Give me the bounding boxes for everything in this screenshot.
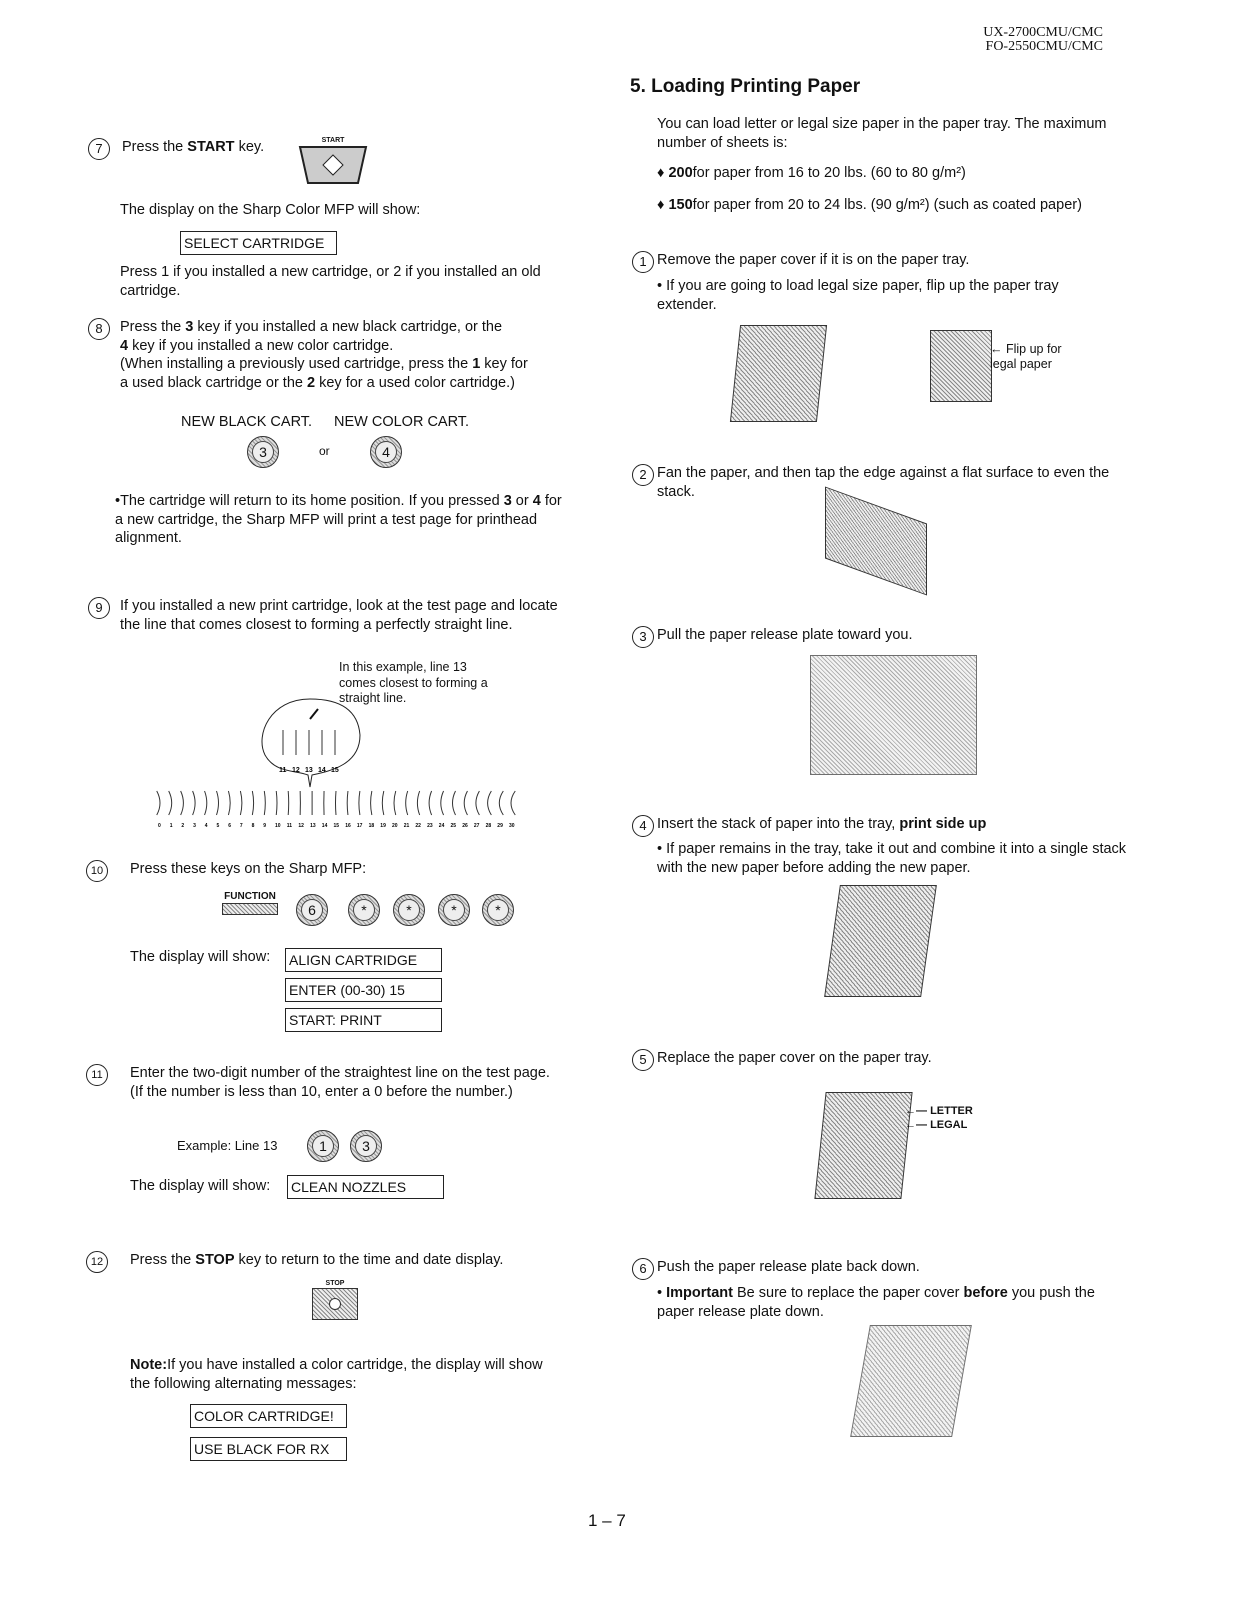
step-number: 9 xyxy=(88,597,110,619)
step-text: Pull the paper release plate toward you. xyxy=(657,627,913,643)
flip-caption: ← Flip up for legal paper xyxy=(990,342,1062,371)
test-line xyxy=(429,791,432,815)
display-intro: The display will show: xyxy=(130,949,271,965)
release-plate-illustration xyxy=(810,655,977,775)
zoom-line-number: 13 xyxy=(305,767,313,774)
test-line xyxy=(488,791,492,815)
test-line xyxy=(193,791,196,815)
zoom-line-number: 15 xyxy=(331,767,339,774)
line-number: 25 xyxy=(450,823,457,829)
line-number: 1 xyxy=(169,823,173,829)
test-line xyxy=(464,791,467,815)
test-page-illustration xyxy=(150,695,530,835)
push-plate-illustration xyxy=(850,1325,972,1437)
stop-key-icon: STOP xyxy=(312,1279,358,1320)
lcd-display: START: PRINT xyxy=(285,1008,442,1032)
step-number: 10 xyxy=(86,860,108,882)
zoom-line-number: 12 xyxy=(292,767,300,774)
line-number: 29 xyxy=(497,823,503,829)
start-key-icon: START xyxy=(298,136,368,186)
sub-bullet: • If you are going to load legal size paper, flip up the paper tray extender. xyxy=(657,278,1059,313)
line-number: 28 xyxy=(485,823,492,829)
line-number: 8 xyxy=(251,823,255,829)
step-number: 3 xyxy=(632,626,654,648)
line-number: 0 xyxy=(158,823,161,829)
line-number: 27 xyxy=(473,823,480,829)
test-line xyxy=(499,791,503,815)
or-text: or xyxy=(319,444,330,458)
test-line xyxy=(417,791,419,815)
display-intro: The display on the Sharp Color MFP will show: xyxy=(120,202,421,218)
line-number: 26 xyxy=(462,823,468,829)
step-12-text: Press the STOP key to return to the time and date display. xyxy=(130,1252,504,1268)
note-text: Note:If you have installed a color cartridge, the display will show the following alternating messages: xyxy=(130,1357,543,1392)
step-number: 4 xyxy=(632,815,654,837)
line-number: 9 xyxy=(263,823,267,829)
line-number: 7 xyxy=(239,823,243,829)
step-text: Remove the paper cover if it is on the paper tray. xyxy=(657,252,970,268)
lcd-display: USE BLACK FOR RX xyxy=(190,1437,347,1461)
line-number: 10 xyxy=(275,823,281,829)
line-number: 20 xyxy=(392,823,398,829)
star-key-icon: * xyxy=(348,894,380,926)
fanning-paper-illustration xyxy=(825,486,927,595)
test-line xyxy=(394,791,396,815)
callout-text: In this example, line 13 comes closest to forming a straight line. xyxy=(339,660,488,705)
line-number: 13 xyxy=(310,823,316,829)
step-number: 11 xyxy=(86,1064,108,1086)
test-line xyxy=(169,791,172,815)
line-number: 6 xyxy=(228,823,231,829)
step-number: 2 xyxy=(632,464,654,486)
label-new-black: NEW BLACK CART. xyxy=(181,414,313,430)
step-text: Insert the stack of paper into the tray, print side up xyxy=(657,816,987,832)
zoom-line-number: 11 xyxy=(279,767,287,774)
model-header xyxy=(983,26,1103,54)
paper-tray-illustration xyxy=(730,325,827,422)
step-number: 12 xyxy=(86,1251,108,1273)
bullet-text: •The cartridge will return to its home position. If you pressed 3 or 4 for a new cartridge, the Sharp MFP will print a test page for printhead alignment. xyxy=(115,493,562,546)
line-number: 16 xyxy=(345,823,351,829)
model-number: UX-2700CMU/CMC xyxy=(983,25,1103,40)
line-number: 19 xyxy=(380,823,386,829)
test-line xyxy=(476,791,480,815)
line-number: 2 xyxy=(181,823,185,829)
step-10-text: Press these keys on the Sharp MFP: xyxy=(130,861,367,877)
test-line xyxy=(347,791,348,815)
test-line xyxy=(336,791,337,815)
line-number: 4 xyxy=(204,823,208,829)
step-8-text: Press the 3 key if you installed a new black cartridge, or the 4 key if you installed a new color cartridge. (When installing a previously used cartridge, press the 1 key for a used black cartridge or the 2 key for a used color cartridge.) xyxy=(120,319,528,391)
step-7-text: Press the START key. xyxy=(122,139,265,155)
label-new-color: NEW COLOR CART. xyxy=(334,414,470,430)
tray-extender-illustration xyxy=(930,330,992,402)
line-number: 3 xyxy=(193,823,196,829)
paper-cover-illustration xyxy=(814,1092,912,1199)
line-number: 15 xyxy=(333,823,340,829)
test-line xyxy=(217,791,219,815)
key-4-icon: 4 xyxy=(370,436,402,468)
line-number: 18 xyxy=(368,823,375,829)
line-number: 5 xyxy=(216,823,220,829)
step-number: 6 xyxy=(632,1258,654,1280)
test-line xyxy=(228,791,230,815)
step-11-text: Enter the two-digit number of the straightest line on the test page. (If the number is less than 10, enter a 0 before the number.) xyxy=(130,1065,550,1100)
line-number: 11 xyxy=(286,823,292,829)
step-9-text: If you installed a new print cartridge, look at the test page and locate the line that comes closest to forming a perfectly straight line. xyxy=(120,598,558,633)
test-line xyxy=(157,791,160,815)
sub-bullet: • If paper remains in the tray, take it out and combine it into a single stack with the new paper before adding the new paper. xyxy=(657,841,1127,876)
key-1-icon: 1 xyxy=(307,1130,339,1162)
test-line xyxy=(371,791,372,815)
lcd-display: ENTER (00-30) 15 xyxy=(285,978,442,1002)
line-number: 14 xyxy=(321,823,328,829)
key-3-icon: 3 xyxy=(247,436,279,468)
step-number: 7 xyxy=(88,138,110,160)
intro-text: You can load letter or legal size paper in the paper tray. The maximum number of sheets is: xyxy=(657,116,1107,151)
page-number: 1 – 7 xyxy=(588,1511,626,1530)
test-line xyxy=(441,791,444,815)
lcd-display: CLEAN NOZZLES xyxy=(287,1175,444,1199)
test-line xyxy=(406,791,408,815)
test-line xyxy=(264,791,265,815)
arrow-icon xyxy=(310,709,318,719)
test-line xyxy=(511,791,515,815)
line-number: 30 xyxy=(509,823,515,829)
size-labels: ←— LETTER ←— LEGAL xyxy=(905,1105,973,1131)
step-number: 1 xyxy=(632,251,654,273)
step-number: 8 xyxy=(88,318,110,340)
star-key-icon: * xyxy=(438,894,470,926)
line-number: 23 xyxy=(427,823,433,829)
model-number: FO-2550CMU/CMC xyxy=(985,39,1103,54)
bullet-item: ♦ 150for paper from 20 to 24 lbs. (90 g/m²) (such as coated paper) xyxy=(657,197,1082,213)
line-number: 22 xyxy=(415,823,421,829)
key-3-icon: 3 xyxy=(350,1130,382,1162)
star-key-icon: * xyxy=(393,894,425,926)
sub-bullet: • Important Be sure to replace the paper cover before you push the paper release plate down. xyxy=(657,1285,1095,1320)
test-line xyxy=(181,791,184,815)
instruction-text: Press 1 if you installed a new cartridge, or 2 if you installed an old cartridge. xyxy=(120,264,541,299)
line-number: 24 xyxy=(438,823,445,829)
key-6-icon: 6 xyxy=(296,894,328,926)
display-intro: The display will show: xyxy=(130,1178,271,1194)
step-text: Replace the paper cover on the paper tray. xyxy=(657,1050,932,1066)
insert-paper-illustration xyxy=(824,885,937,997)
step-text: Fan the paper, and then tap the edge against a flat surface to even the stack. xyxy=(657,465,1110,500)
example-text: Example: Line 13 xyxy=(177,1138,278,1153)
test-line xyxy=(382,791,384,815)
test-line xyxy=(240,791,242,815)
star-key-icon: * xyxy=(482,894,514,926)
line-number: 12 xyxy=(298,823,304,829)
line-number: 17 xyxy=(356,823,363,829)
lcd-display: COLOR CARTRIDGE! xyxy=(190,1404,347,1428)
test-line xyxy=(453,791,456,815)
lcd-display: ALIGN CARTRIDGE xyxy=(285,948,442,972)
line-number: 21 xyxy=(403,823,410,829)
bullet-item: ♦ 200for paper from 16 to 20 lbs. (60 to 80 g/m²) xyxy=(657,165,966,181)
test-line xyxy=(252,791,253,815)
lcd-display: SELECT CARTRIDGE xyxy=(180,231,337,255)
step-number: 5 xyxy=(632,1049,654,1071)
test-line xyxy=(276,791,277,815)
function-key-icon: FUNCTION xyxy=(222,891,278,915)
test-line xyxy=(288,791,289,815)
section-title: 5. Loading Printing Paper xyxy=(630,76,861,97)
step-text: Push the paper release plate back down. xyxy=(657,1259,920,1275)
test-line xyxy=(359,791,360,815)
test-line xyxy=(205,791,207,815)
zoom-line-number: 14 xyxy=(318,767,326,774)
